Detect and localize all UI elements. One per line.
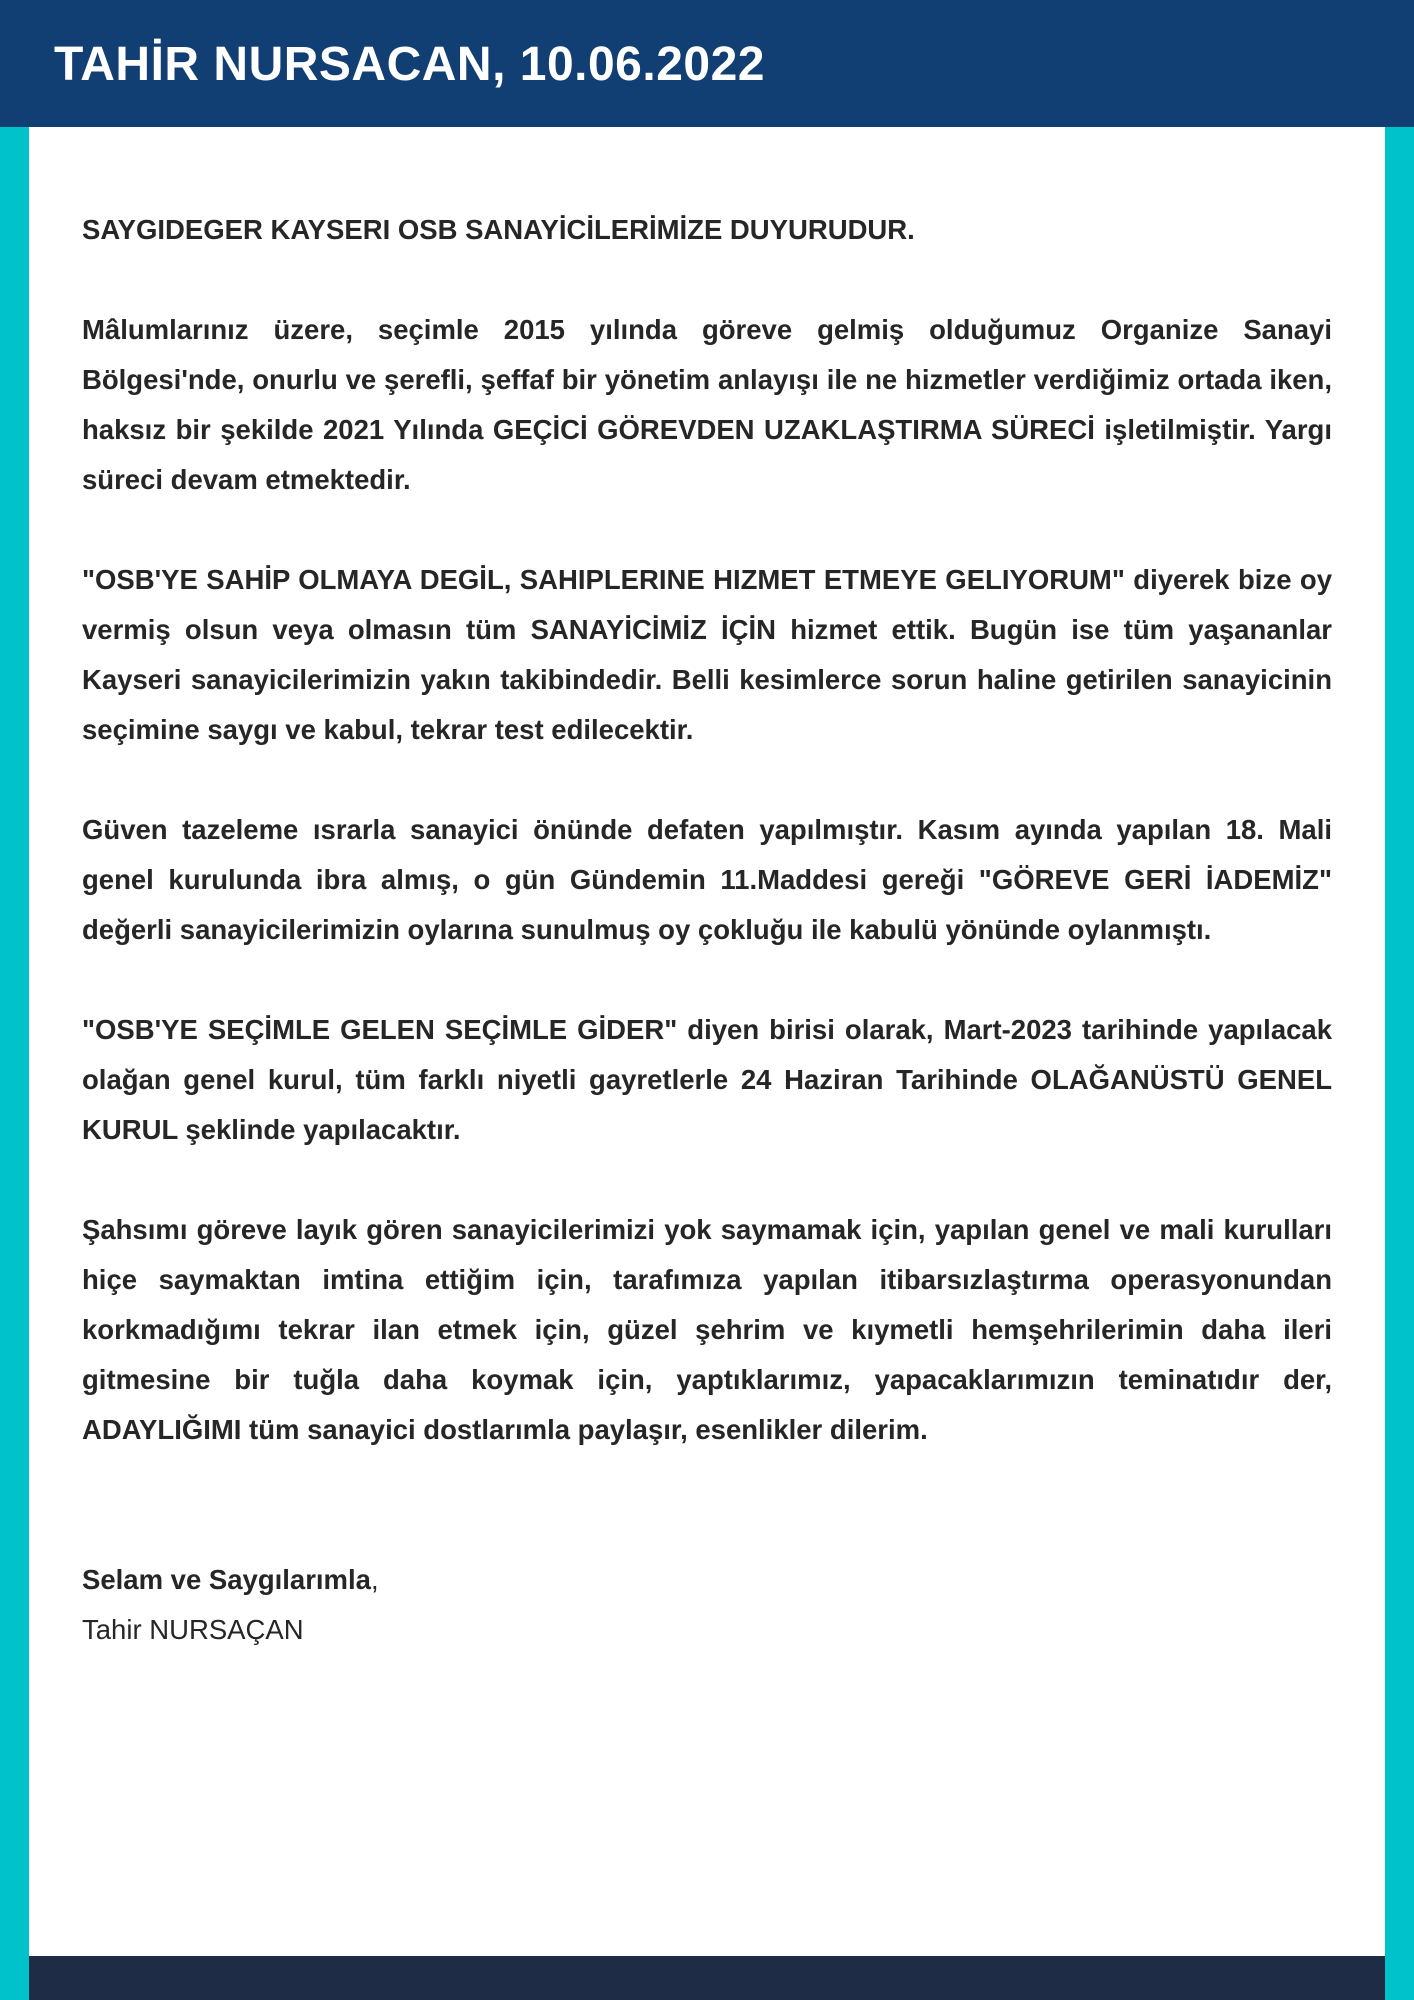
letter-paragraph-4: "OSB'YE SEÇİMLE GELEN SEÇİMLE GİDER" diyen birisi olarak, Mart-2023 tarihinde yapılacak olağan genel kurul, tüm farklı niyetli gayretlerle 24 Haziran Tarihinde OLAĞANÜSTÜ GENEL KURUL şeklinde yapılacaktır.	[82, 1014, 1332, 1145]
letter-paragraph-1: Mâlumlarınız üzere, seçimle 2015 yılında göreve gelmiş olduğumuz Organize Sanayi Bölgesi'nde, onurlu ve şerefli, şeffaf bir yönetim anlayışı ile ne hizmetler verdiğimiz ortada iken, haksız bir şekilde 2021 Yılında GEÇİCİ GÖREVDEN UZAKLAŞTIRMA SÜRECİ işletilmiştir. Yargı süreci devam etmektedir.	[82, 314, 1332, 495]
closing-comma: ,	[370, 1564, 379, 1595]
letter-paragraph-5: Şahsımı göreve layık gören sanayicilerimizi yok saymamak için, yapılan genel ve mali kurulları hiçe saymaktan imtina ettiğim için, tarafımıza yapılan itibarsızlaştırma operasyonundan korkmadığımı tekrar ilan etmek için, güzel şehrim ve kıymetli hemşehrilerimin daha ileri gitmesine bir tuğla daha koymak için, yaptıklarımız, yapacaklarımızın teminatıdır der, ADAYLIĞIMI tüm sanayici dostlarımla paylaşır, esenlikler dilerim.	[82, 1214, 1332, 1445]
closing-text: Selam ve Saygılarımla	[82, 1564, 371, 1595]
letter-heading: SAYGIDEGER KAYSERI OSB SANAYİCİLERİMİZE DUYURUDUR.	[82, 214, 915, 245]
letter-paragraph-3: Güven tazeleme ısrarla sanayici önünde defaten yapılmıştır. Kasım ayında yapılan 18. Mali genel kurulunda ibra almış, o gün Gündemin 11.Maddesi gereği "GÖREVE GERİ İADEMİZ" değerli sanayicilerimizin oylarına sunulmuş oy çokluğu ile kabulü yönünde oylanmıştı.	[82, 814, 1332, 945]
page-title: TAHİR NURSACAN, 10.06.2022	[54, 38, 765, 91]
letter-page	[29, 127, 1385, 1956]
letter-closing	[82, 1555, 1332, 1655]
letter-paragraph-2: "OSB'YE SAHİP OLMAYA DEGİL, SAHIPLERINE HIZMET ETMEYE GELIYORUM" diyerek bize oy vermiş olsun veya olmasın tüm SANAYİCİMİZ İÇİN hizmet ettik. Bugün ise tüm yaşananlar Kayseri sanayicilerimizin yakın takibindedir. Belli kesimlerce sorun haline getirilen sanayicinin seçimine saygı ve kabul, tekrar test edilecektir.	[82, 564, 1332, 745]
signature-name: Tahir NURSAÇAN	[82, 1614, 304, 1645]
footer-bar	[29, 1956, 1385, 2000]
header-bar	[0, 0, 1414, 127]
letter-body	[82, 205, 1332, 1655]
